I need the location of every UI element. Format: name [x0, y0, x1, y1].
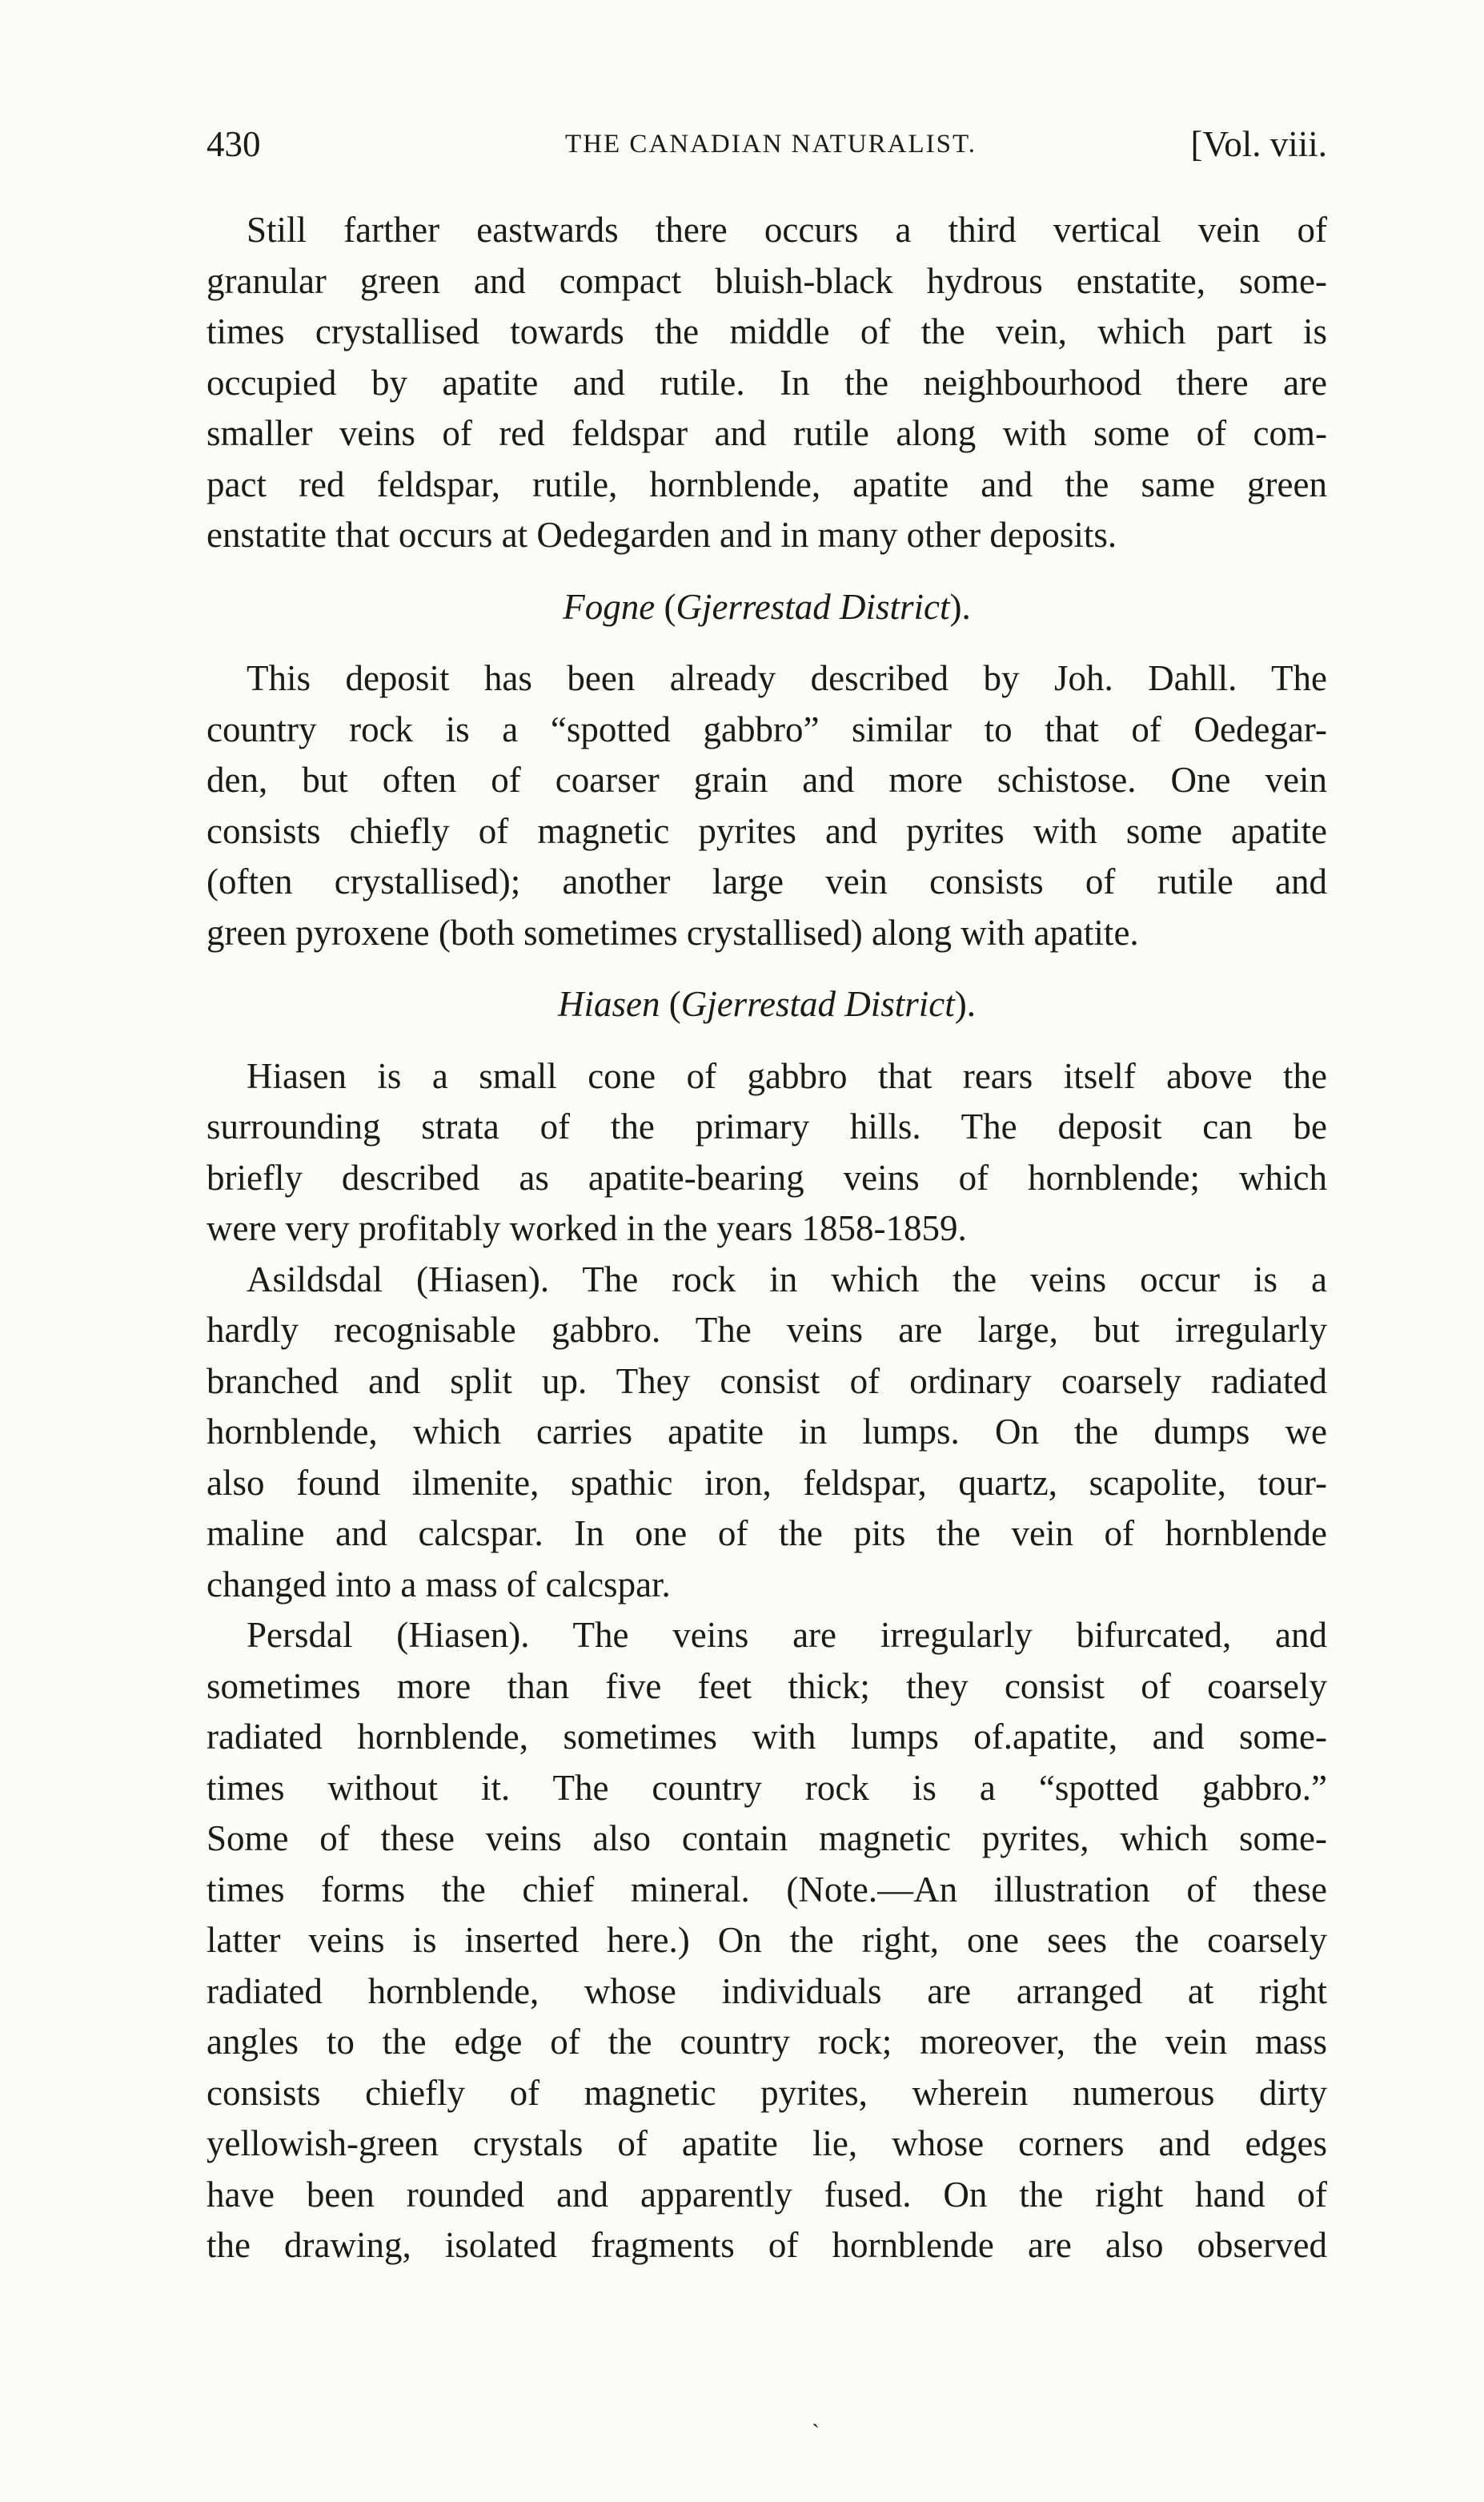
heading-district: Gjerrestad District — [680, 984, 955, 1024]
text-line: hardly recognisable gabbro. The veins are large, but irregularly — [207, 1310, 1327, 1350]
text-line: radiated hornblende, sometimes with lumps of.apatite, and some- — [207, 1717, 1327, 1757]
text-line: maline and calcspar. In one of the pits the vein of hornblende — [207, 1513, 1327, 1553]
page-body — [207, 205, 1327, 2271]
text-line: country rock is a “spotted gabbro” similar to that of Oedegar- — [207, 709, 1327, 749]
text-line: occupied by apatite and rutile. In the neighbourhood there are — [207, 362, 1327, 403]
heading-close-paren: ). — [954, 984, 977, 1024]
text-line: the drawing, isolated fragments of hornblende are also observed — [207, 2225, 1327, 2265]
text-line: times without it. The country rock is a “spotted gabbro.” — [207, 1767, 1327, 1808]
text-line: Still farther eastwards there occurs a third vertical vein of — [247, 210, 1327, 250]
heading-open-paren: ( — [655, 586, 676, 627]
text-line: have been rounded and apparently fused. On the right hand of — [207, 2174, 1327, 2215]
text-line: briefly described as apatite-bearing veins of hornblende; which — [207, 1157, 1327, 1198]
heading-place-name: Hiasen — [557, 984, 660, 1024]
text-line: branched and split up. They consist of ordinary coarsely radiated — [207, 1360, 1327, 1401]
text-line: den, but often of coarser grain and more schistose. One vein — [207, 760, 1327, 800]
text-line: enstatite that occurs at Oedegarden and in many other deposits. — [207, 515, 1117, 555]
text-line: radiated hornblende, whose individuals are arranged at right — [207, 1970, 1327, 2011]
text-line: (often crystallised); another large vein consists of rutile and — [207, 861, 1327, 902]
text-line: Persdal (Hiasen). The veins are irregularly bifurcated, and — [247, 1615, 1327, 1655]
page-header — [207, 120, 1327, 168]
text-line: hornblende, which carries apatite in lumps. On the dumps we — [207, 1412, 1327, 1452]
text-line: Hiasen is a small cone of gabbro that rears itself above the — [247, 1055, 1327, 1096]
text-line: smaller veins of red feldspar and rutile along with some of com- — [207, 413, 1327, 453]
running-title: THE CANADIAN NATURALIST. — [565, 130, 977, 159]
text-line: were very profitably worked in the years 1858-1859. — [207, 1208, 967, 1248]
section-heading — [207, 582, 1327, 633]
volume-label: [Vol. viii. — [1190, 124, 1327, 164]
text-line: sometimes more than five feet thick; they consist of coarsely — [207, 1665, 1327, 1706]
text-line: yellowish-green crystals of apatite lie, whose corners and edges — [207, 2123, 1327, 2163]
page-number: 430 — [207, 124, 261, 164]
text-line: consists chiefly of magnetic pyrites, wherein numerous dirty — [207, 2072, 1327, 2113]
text-line: times crystallised towards the middle of the vein, which part is — [207, 311, 1327, 351]
text-line: surrounding strata of the primary hills. The deposit can be — [207, 1106, 1327, 1147]
heading-open-paren: ( — [660, 984, 681, 1024]
text-line: times forms the chief mineral. (Note.—An illustration of these — [207, 1869, 1327, 1910]
text-line: latter veins is inserted here.) On the right, one sees the coarsely — [207, 1920, 1327, 1960]
heading-place-name: Fogne — [563, 586, 656, 627]
book-page — [207, 120, 1327, 2271]
text-line: angles to the edge of the country rock; moreover, the vein mass — [207, 2022, 1327, 2062]
heading-close-paren: ). — [949, 586, 971, 627]
text-line: Asildsdal (Hiasen). The rock in which the veins occur is a — [247, 1259, 1327, 1299]
text-line: changed into a mass of calcspar. — [207, 1564, 671, 1604]
text-line: pact red feldspar, rutile, hornblende, apatite and the same green — [207, 464, 1327, 504]
text-line: This deposit has been already described by Joh. Dahll. The — [247, 658, 1327, 698]
footer-mark: ˋ — [812, 2420, 820, 2446]
text-line: Some of these veins also contain magnetic pyrites, which some- — [207, 1818, 1327, 1858]
text-line: green pyroxene (both sometimes crystallised) along with apatite. — [207, 912, 1139, 953]
text-line: consists chiefly of magnetic pyrites and pyrites with some apatite — [207, 810, 1327, 851]
heading-district: Gjerrestad District — [676, 586, 950, 627]
text-line: also found ilmenite, spathic iron, feldspar, quartz, scapolite, tour- — [207, 1462, 1327, 1503]
section-heading — [207, 979, 1327, 1030]
text-line: granular green and compact bluish-black hydrous enstatite, some- — [207, 260, 1327, 301]
